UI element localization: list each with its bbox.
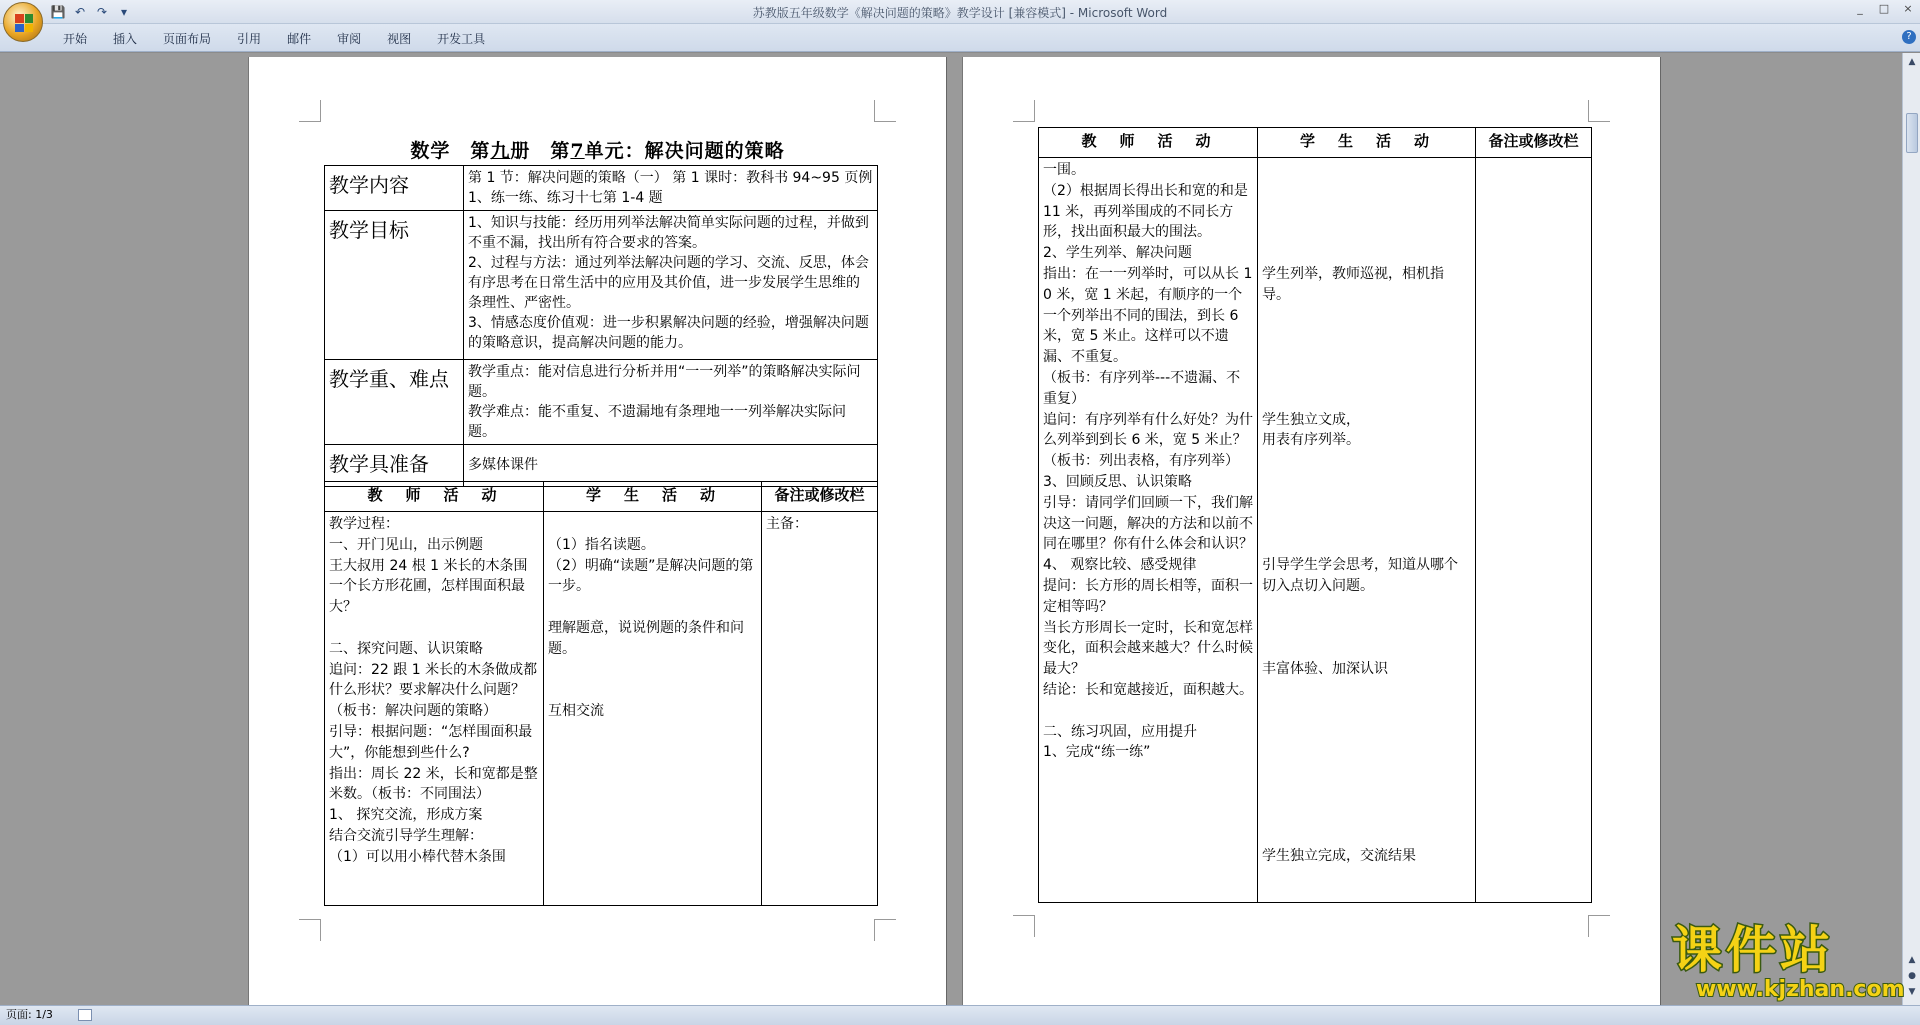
crop-mark [1013,915,1035,937]
info-content[interactable]: 第 1 节：解决问题的策略（一） 第 1 课时：教科书 94~95 页例 1、练一练、练习十七第 1-4 题 [464,166,878,211]
quick-access-toolbar [50,3,132,21]
crop-mark [874,919,896,941]
minimize-button[interactable]: _ [1857,2,1863,15]
window-controls [1848,0,1920,18]
teacher-activity[interactable]: 一围。 （2）根据周长得出长和宽的和是 11 米，再列举围成的不同长方形，找出面积最大的围法。 2、学生列举、解决问题 指出：在一一列举时，可以从长 10 米，宽 1 米起，有顺序的一个一个列举出不同的围法，到长 6 米，宽 5 米止。这样可以不遗漏、不重复。 （板书：有序列举---不遗漏、不重复） 追问：有序列举有什么好处？为什么列举到到长 6 米，宽 5 米止？（板书：列出表格，有序列举） 3、回顾反思、认识策略 引导：请同学们回顾一下，我们解决这一问题，解决的方法和以前不同在哪里？你有什么体会和认识？ 4、 观察比较、感受规律 提问：长方形的周长相等，面积一定相等吗？ 当长方形周长一定时，长和宽怎样变化，面积会越来越大？什么时候最大？ 结论：长和宽越接近，面积越大。 二、练习巩固，应用提升 1、完成“练一练” [1039,158,1258,903]
tab-insert[interactable]: 插入 [113,32,138,46]
crop-mark [1588,100,1610,122]
watermark-logo-text: 课件站 [1672,921,1834,979]
table-row [325,166,878,211]
info-goals[interactable]: 1、知识与技能：经历用列举法解决简单实际问题的过程，并做到不重不漏，找出所有符合要求的答案。 2、过程与方法：通过列举法解决问题的学习、交流、反思，体会有序思考在日常生活中的应用及其价值，进一步发展学生思维的条理性、严密性。 3、情感态度价值观：进一步积累解决问题的经验，增强解决问题的策略意识，提高解决问题的能力。 [464,211,878,360]
window-title: 苏教版五年级数学《解决问题的策略》教学设计 [兼容模式] - Microsoft Word [752,6,1168,20]
crop-mark [1588,915,1610,937]
crop-mark [299,100,321,122]
site-watermark [1666,920,1906,1005]
ribbon-tabs [50,30,498,48]
table-row [1039,158,1592,903]
ribbon-tab-bar [0,24,1920,52]
status-bar [0,1005,1920,1025]
save-icon[interactable]: 💾 [50,5,66,19]
table-row [325,512,878,906]
header-remark: 备注或修改栏 [1476,128,1592,158]
table-header-row [325,482,878,512]
table-row [325,360,878,445]
office-logo-icon [15,14,33,32]
undo-icon[interactable]: ↶ [74,5,86,19]
document-page-1[interactable] [249,57,946,1005]
header-teacher: 教 师 活 动 [325,482,544,512]
student-activity[interactable]: （1）指名读题。 （2）明确“读题”是解决问题的第一步。 理解题意，说说例题的条件和问题。 互相交流 [544,512,762,906]
title-bar [0,0,1920,24]
customize-qat-icon[interactable]: ▾ [120,5,128,19]
label-key-points: 教学重、难点 [325,360,464,445]
document-title: 数学 第九册 第7单元：解决问题的策略 [410,140,785,162]
tab-view[interactable]: 视图 [387,32,412,46]
label-goals: 教学目标 [325,211,464,360]
info-key-points[interactable]: 教学重点：能对信息进行分析并用“一一列举”的策略解决实际问题。 教学难点：能不重复、不遗漏地有条理地一一列举解决实际问题。 [464,360,878,445]
help-icon[interactable]: ? [1902,30,1916,44]
watermark-url: www.kjzhan.com [1696,977,1905,1002]
tab-review[interactable]: 审阅 [337,32,362,46]
document-workspace [0,53,1902,1005]
scrollbar-thumb[interactable] [1906,113,1918,153]
page-indicator[interactable]: 页面: 1/3 [6,1008,53,1021]
crop-mark [874,100,896,122]
tab-developer[interactable]: 开发工具 [437,32,486,46]
tab-mailings[interactable]: 邮件 [287,32,312,46]
table-header-row [1039,128,1592,158]
lesson-info-table [324,165,878,487]
teacher-activity[interactable]: 教学过程： 一、开门见山，出示例题 王大叔用 24 根 1 米长的木条围一个长方形花圃，怎样围面积最大？ 二、探究问题、认识策略 追问：22 跟 1 米长的木条做成都什么形状？要求解决什么问题？（板书：解决问题的策略） 引导：根据问题：“怎样围面积最大”，你能想到些什么? 指出：周长 22 米，长和宽都是整米数。（板书：不同围法） 1、 探究交流，形成方案 结合交流引导学生理解： （1）可以用小棒代替木条围 [325,512,544,906]
browse-object-icon[interactable]: ● [1908,971,1916,981]
header-student: 学 生 活 动 [1258,128,1476,158]
office-button[interactable] [3,2,43,42]
next-page-icon[interactable]: ▼ [1908,987,1916,997]
scroll-up-icon[interactable]: ▲ [1908,57,1916,67]
process-table-page2 [1038,127,1592,903]
info-materials[interactable]: 多媒体课件 [464,445,878,487]
tab-home[interactable]: 开始 [63,32,88,46]
header-remark: 备注或修改栏 [762,482,878,512]
crop-mark [1013,100,1035,122]
redo-icon[interactable]: ↷ [96,5,108,19]
maximize-button[interactable]: □ [1878,2,1890,15]
vertical-scrollbar[interactable] [1902,53,1920,1005]
crop-mark [299,919,321,941]
prev-page-icon[interactable]: ▲ [1908,955,1916,965]
label-materials: 教学具准备 [325,445,464,487]
header-student: 学 生 活 动 [544,482,762,512]
header-teacher: 教 师 活 动 [1039,128,1258,158]
label-content: 教学内容 [325,166,464,211]
remark-cell[interactable]: 主备： [762,512,878,906]
process-table-page1 [324,481,878,906]
document-page-2[interactable] [963,57,1660,1005]
table-row [325,211,878,360]
tab-references[interactable]: 引用 [237,32,262,46]
close-button[interactable]: × [1903,2,1913,15]
tab-page-layout[interactable]: 页面布局 [163,32,212,46]
remark-cell[interactable] [1476,158,1592,903]
student-activity[interactable]: 学生列举，教师巡视，相机指导。 学生独立文成， 用表有序列举。 引导学生学会思考，知道从哪个切入点切入问题。 丰富体验、加深认识 学生独立完成，交流结果 [1258,158,1476,903]
proofing-icon[interactable] [78,1009,92,1021]
